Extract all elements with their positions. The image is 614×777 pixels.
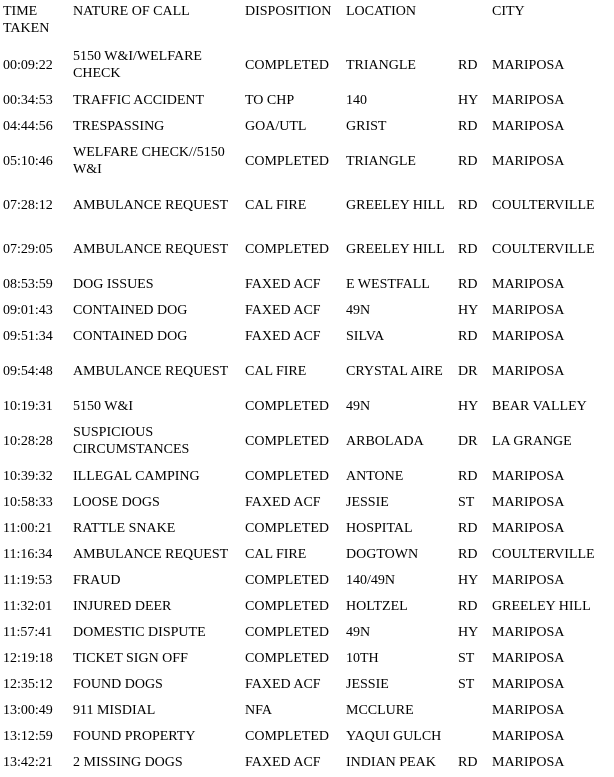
cell-time-taken: 00:34:53 [3,92,53,108]
cell-street-suffix: ST [458,676,475,692]
table-row [0,463,614,489]
table-row [0,749,614,775]
cell-location: GRIST [346,118,387,134]
cell-city: MARIPOSA [492,624,565,640]
header-city: CITY [492,4,525,19]
cell-time-taken: 07:28:12 [3,197,53,213]
table-row [0,271,614,297]
cell-location: SILVA [346,328,385,344]
header-nature-of-call: NATURE OF CALL [73,4,190,19]
cell-city: MARIPOSA [492,92,565,108]
header-location: LOCATION [346,4,416,19]
cell-city: MARIPOSA [492,57,565,73]
table-row [0,349,614,393]
cell-street-suffix: DR [458,363,478,379]
cell-disposition: CAL FIRE [245,546,307,562]
cell-time-taken: 13:00:49 [3,702,53,718]
cell-city: COULTERVILLE [492,197,595,213]
table-row [0,619,614,645]
cell-nature-of-call: ILLEGAL CAMPING [73,468,200,484]
cell-time-taken: 04:44:56 [3,118,53,134]
cell-city: MARIPOSA [492,572,565,588]
cell-disposition: COMPLETED [245,153,329,169]
cell-street-suffix: RD [458,468,478,484]
header-disposition: DISPOSITION [245,4,332,19]
table-row [0,297,614,323]
table-row [0,567,614,593]
cell-disposition: FAXED ACF [245,754,321,770]
table-header [0,0,614,43]
cell-time-taken: 05:10:46 [3,153,53,169]
cell-nature-of-call: DOMESTIC DISPUTE [73,624,206,640]
cell-time-taken: 13:42:21 [3,754,53,770]
cell-location: HOSPITAL [346,520,413,536]
table-row [0,227,614,271]
cell-disposition: NFA [245,702,272,718]
cell-city: MARIPOSA [492,650,565,666]
cell-street-suffix [455,697,489,723]
cell-street-suffix: RD [458,241,478,257]
cell-time-taken: 09:54:48 [3,363,53,379]
cell-city: LA GRANGE [492,433,572,449]
cell-time-taken: 11:16:34 [3,546,53,562]
cell-street-suffix: HY [458,302,479,318]
cell-location: TRIANGLE [346,153,416,169]
cell-disposition: COMPLETED [245,650,329,666]
cell-disposition: CAL FIRE [245,197,307,213]
cell-street-suffix: HY [458,398,479,414]
header-street-suffix [455,0,489,43]
cell-location: INDIAN PEAK [346,754,436,770]
cell-disposition: COMPLETED [245,624,329,640]
cell-nature-of-call: 911 MISDIAL [73,702,156,718]
cell-city: MARIPOSA [492,702,565,718]
cell-nature-of-call: TRAFFIC ACCIDENT [73,92,205,108]
cell-location: YAQUI GULCH [346,728,442,744]
cell-street-suffix: RD [458,276,478,292]
cell-nature-of-call: LOOSE DOGS [73,494,160,510]
table-row [0,723,614,749]
cell-city: MARIPOSA [492,118,565,134]
cell-disposition: COMPLETED [245,520,329,536]
cell-street-suffix: ST [458,494,475,510]
table-body [0,43,614,775]
cell-time-taken: 10:19:31 [3,398,53,414]
table-row [0,323,614,349]
cell-street-suffix: HY [458,572,479,588]
header-time-taken: TIME TAKEN [3,4,50,36]
cell-time-taken: 09:51:34 [3,328,53,344]
cell-nature-of-call: AMBULANCE REQUEST [73,241,229,257]
cell-location: E WESTFALL [346,276,430,292]
cell-location: JESSIE [346,494,389,510]
cell-nature-of-call: SUSPICIOUS CIRCUMSTANCES [73,425,190,457]
cell-location: HOLTZEL [346,598,408,614]
cell-disposition: FAXED ACF [245,302,321,318]
cell-street-suffix: RD [458,328,478,344]
cell-nature-of-call: WELFARE CHECK//5150 W&I [73,145,225,177]
cell-nature-of-call: TICKET SIGN OFF [73,650,188,666]
cell-city: COULTERVILLE [492,546,595,562]
cell-location: 140/49N [346,572,395,588]
table-row [0,139,614,183]
cell-city: MARIPOSA [492,676,565,692]
cell-street-suffix: RD [458,197,478,213]
cell-city: MARIPOSA [492,754,565,770]
cell-time-taken: 11:32:01 [3,598,53,614]
cell-disposition: COMPLETED [245,241,329,257]
cell-location: CRYSTAL AIRE [346,363,443,379]
cell-location: JESSIE [346,676,389,692]
cell-city: MARIPOSA [492,494,565,510]
cell-disposition: FAXED ACF [245,676,321,692]
cell-nature-of-call: RATTLE SNAKE [73,520,176,536]
cell-city: MARIPOSA [492,520,565,536]
cell-location: 49N [346,398,371,414]
cell-location: 49N [346,302,371,318]
cell-time-taken: 10:39:32 [3,468,53,484]
cell-location: 49N [346,624,371,640]
cell-location: DOGTOWN [346,546,419,562]
cell-city: MARIPOSA [492,728,565,744]
cell-disposition: COMPLETED [245,728,329,744]
table-row [0,113,614,139]
cell-disposition: FAXED ACF [245,328,321,344]
cell-location: MCCLURE [346,702,414,718]
table-row [0,43,614,87]
cell-city: MARIPOSA [492,153,565,169]
cell-time-taken: 08:53:59 [3,276,53,292]
cell-street-suffix: RD [458,118,478,134]
cell-disposition: FAXED ACF [245,276,321,292]
cell-street-suffix: RD [458,153,478,169]
table-row [0,87,614,113]
cell-city: MARIPOSA [492,363,565,379]
cell-nature-of-call: FRAUD [73,572,121,588]
cell-street-suffix: RD [458,754,478,770]
cell-location: 140 [346,92,367,108]
cell-nature-of-call: CONTAINED DOG [73,328,188,344]
cell-street-suffix: RD [458,520,478,536]
cell-location: 10TH [346,650,379,666]
cell-nature-of-call: 2 MISSING DOGS [73,754,183,770]
cell-nature-of-call: FOUND DOGS [73,676,163,692]
cell-street-suffix: HY [458,92,479,108]
cell-city: MARIPOSA [492,328,565,344]
cell-disposition: COMPLETED [245,398,329,414]
table-row [0,393,614,419]
cell-city: GREELEY HILL [492,598,591,614]
cell-time-taken: 12:35:12 [3,676,53,692]
cell-nature-of-call: AMBULANCE REQUEST [73,546,229,562]
cell-nature-of-call: TRESPASSING [73,118,165,134]
cell-time-taken: 11:19:53 [3,572,53,588]
cell-time-taken: 13:12:59 [3,728,53,744]
cell-nature-of-call: 5150 W&I [73,398,134,414]
cell-disposition: COMPLETED [245,572,329,588]
cell-street-suffix: RD [458,57,478,73]
cell-location: TRIANGLE [346,57,416,73]
cell-city: MARIPOSA [492,302,565,318]
cell-location: GREELEY HILL [346,197,445,213]
cell-disposition: CAL FIRE [245,363,307,379]
table-row [0,515,614,541]
cell-disposition: COMPLETED [245,433,329,449]
cell-location: GREELEY HILL [346,241,445,257]
cell-disposition: GOA/UTL [245,118,307,134]
table-row [0,645,614,671]
cell-nature-of-call: AMBULANCE REQUEST [73,197,229,213]
cell-disposition: COMPLETED [245,468,329,484]
cell-time-taken: 11:57:41 [3,624,53,640]
cell-nature-of-call: 5150 W&I/WELFARE CHECK [73,49,202,81]
table-row [0,541,614,567]
cell-street-suffix: DR [458,433,478,449]
cell-time-taken: 07:29:05 [3,241,53,257]
cell-city: MARIPOSA [492,468,565,484]
cell-location: ARBOLADA [346,433,424,449]
cell-nature-of-call: AMBULANCE REQUEST [73,363,229,379]
cell-city: MARIPOSA [492,276,565,292]
table-row [0,489,614,515]
header-row [0,0,614,43]
cell-nature-of-call: CONTAINED DOG [73,302,188,318]
table-row [0,419,614,463]
cell-street-suffix: ST [458,650,475,666]
cell-location: ANTONE [346,468,404,484]
table-row [0,671,614,697]
cell-time-taken: 10:58:33 [3,494,53,510]
cell-street-suffix [455,723,489,749]
cell-nature-of-call: DOG ISSUES [73,276,154,292]
table-row [0,183,614,227]
table-row [0,697,614,723]
cell-disposition: TO CHP [245,92,295,108]
cell-time-taken: 11:00:21 [3,520,53,536]
cell-nature-of-call: FOUND PROPERTY [73,728,196,744]
cell-time-taken: 09:01:43 [3,302,53,318]
cell-nature-of-call: INJURED DEER [73,598,172,614]
cell-time-taken: 12:19:18 [3,650,53,666]
cell-disposition: COMPLETED [245,57,329,73]
cell-disposition: FAXED ACF [245,494,321,510]
cell-street-suffix: HY [458,624,479,640]
cell-city: BEAR VALLEY [492,398,587,414]
table-row [0,593,614,619]
cell-city: COULTERVILLE [492,241,595,257]
cell-street-suffix: RD [458,598,478,614]
cell-disposition: COMPLETED [245,598,329,614]
cell-time-taken: 00:09:22 [3,57,53,73]
cell-street-suffix: RD [458,546,478,562]
cell-time-taken: 10:28:28 [3,433,53,449]
